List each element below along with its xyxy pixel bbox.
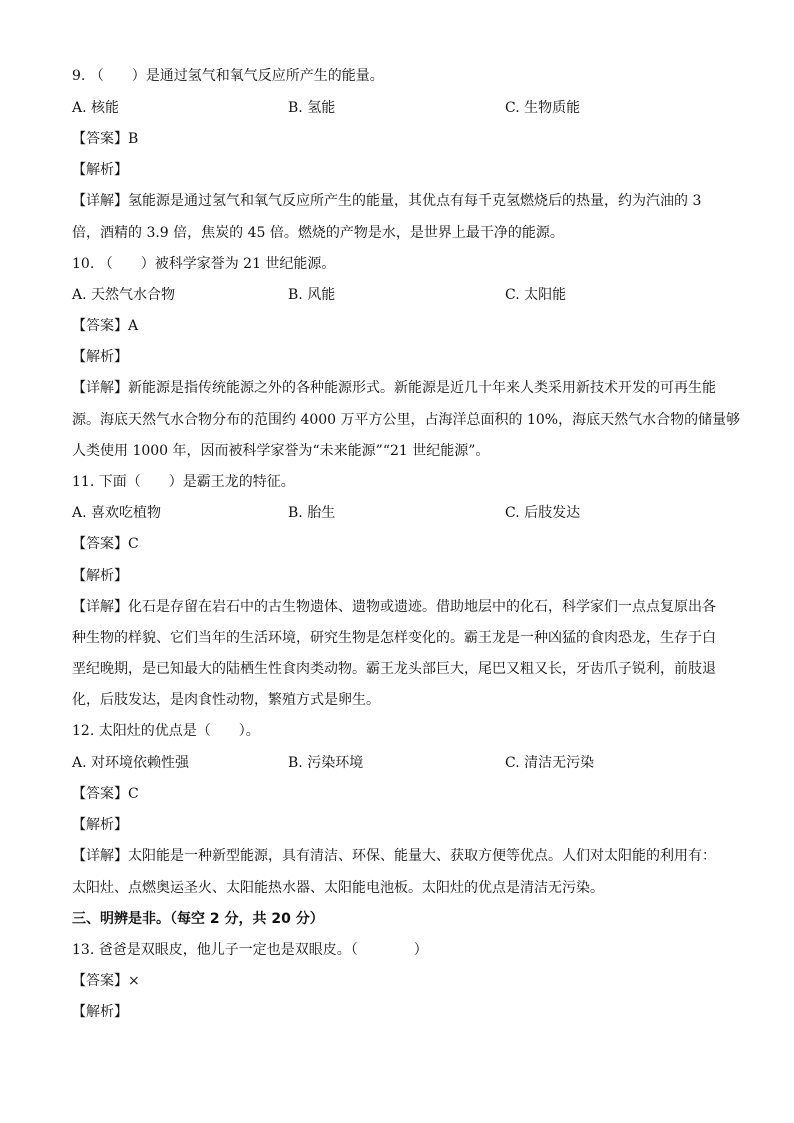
option-a: A. 喜欢吃植物 [72,505,162,521]
question-11-detail-line: 化，后肢发达，是肉食性动物，繁殖方式是卵生。 [72,692,380,708]
option-b: B. 氢能 [288,100,336,116]
option-b: B. 风能 [288,287,336,303]
question-11-detail-line: 【详解】化石是存留在岩石中的古生物遗体、遗物或遗迹。借助地层中的化石，科学家们一点点复原出各 [72,599,716,615]
question-13-answer: 【答案】× [72,973,140,989]
option-a: A. 天然气水合物 [72,287,176,303]
question-12-analysis: 【解析】 [72,817,128,833]
question-12-answer: 【答案】C [72,786,139,802]
option-b: B. 胎生 [288,505,336,521]
option-a: A. 对环境依赖性强 [72,755,190,771]
option-a: A. 核能 [72,100,120,116]
option-c: C. 太阳能 [505,287,567,303]
question-9-stem: 9. （ ）是通过氢气和氧气反应所产生的能量。 [72,68,384,84]
question-10-analysis: 【解析】 [72,349,128,365]
question-10-detail-line: 人类使用 1000 年，因而被科学家誉为“未来能源”“21 世纪能源”。 [72,443,490,459]
question-13-analysis: 【解析】 [72,1004,128,1020]
question-9-analysis: 【解析】 [72,162,128,178]
question-11-stem: 11. 下面（ ）是霸王龙的特征。 [72,474,295,490]
question-10-detail-line: 【详解】新能源是指传统能源之外的各种能源形式。新能源是近几十年来人类采用新技术开发的可再生能 [72,380,716,396]
question-10-detail-line: 源。海底天然气水合物分布的范围约 4000 万平方公里，占海洋总面积的 10%，海底天然气水合物的储量够 [72,412,741,428]
option-c: C. 后肢发达 [505,505,581,521]
question-12-detail-line: 太阳灶、点燃奥运圣火、太阳能热水器、太阳能电池板。太阳灶的优点是清洁无污染。 [72,880,604,896]
question-11-analysis: 【解析】 [72,568,128,584]
option-c: C. 生物质能 [505,100,581,116]
option-c: C. 清洁无污染 [505,755,595,771]
question-13-stem: 13. 爸爸是双眼皮，他儿子一定也是双眼皮。（ ） [72,942,428,958]
question-11-answer: 【答案】C [72,536,139,552]
option-b: B. 污染环境 [288,755,364,771]
question-11-detail-line: 垩纪晚期，是已知最大的陆栖生性食肉类动物。霸王龙头部巨大，尾巴又粗又长，牙齿爪子锐利，前肢退 [72,661,716,677]
question-9-detail-line: 【详解】氢能源是通过氢气和氧气反应所产生的能量，其优点有每千克氢燃烧后的热量，约为汽油的 3 [72,193,702,209]
question-10-answer: 【答案】A [72,318,139,334]
question-9-detail-line: 倍，酒精的 3.9 倍，焦炭的 45 倍。燃烧的产物是水，是世界上最干净的能源。 [72,225,564,241]
question-9-answer: 【答案】B [72,131,139,147]
question-10-stem: 10. （ ）被科学家誉为 21 世纪能源。 [72,256,336,272]
question-12-detail-line: 【详解】太阳能是一种新型能源，具有清洁、环保、能量大、获取方便等优点。人们对太阳能的利用有： [72,848,716,864]
question-12-stem: 12. 太阳灶的优点是（ ）。 [72,723,260,739]
question-11-detail-line: 种生物的样貌、它们当年的生活环境，研究生物是怎样变化的。霸王龙是一种凶猛的食肉恐龙，生存于白 [72,630,716,646]
section-heading: 三、明辨是非。（每空 2 分，共 20 分） [72,911,324,927]
